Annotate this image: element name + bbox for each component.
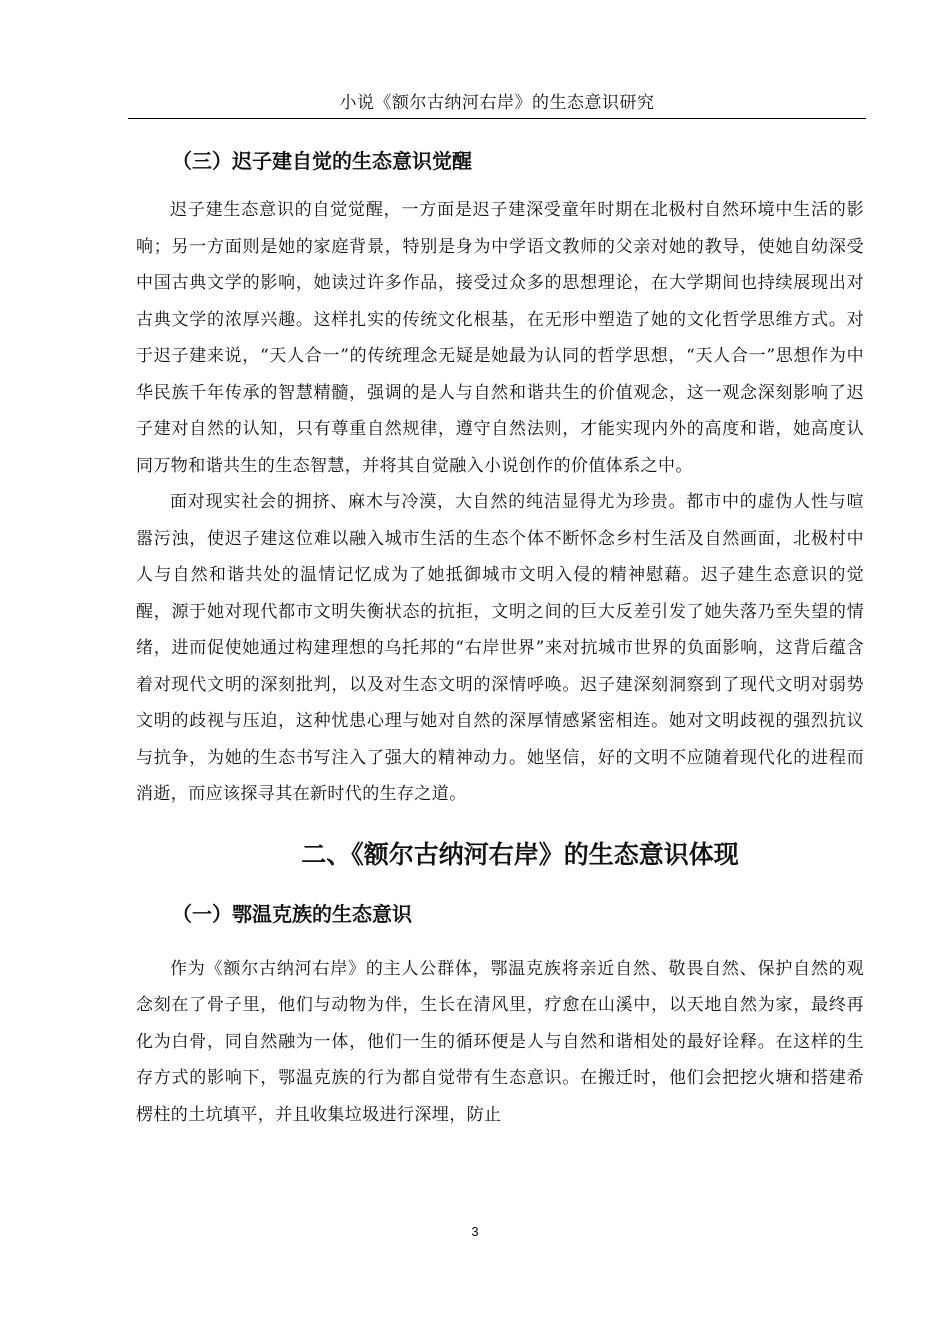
chapter-heading: 二、《额尔古纳河右岸》的生态意识体现 xyxy=(301,839,739,869)
running-header: 小说《额尔古纳河右岸》的生态意识研究 xyxy=(128,88,866,119)
section-heading-three: （三）迟子建自觉的生态意识觉醒 xyxy=(172,149,472,173)
page-number: 3 xyxy=(471,1224,479,1239)
body-paragraph: 迟子建生态意识的自觉觉醒，一方面是迟子建深受童年时期在北极村自然环境中生活的影响；另一方面则是她的家庭背景，特别是身为中学语文教师的父亲对她的教导，使她自幼深受中国古典文学的影响，她读过许多作品，接受过众多的思想理论，在大学期间也持续展现出对古典文学的浓厚兴趣。这样扎实的传统文化根基，在无形中塑造了她的文化哲学思维方式。对于迟子建来说，“天人合一”的传统理念无疑是她最为认同的哲学思想，“天人合一”思想作为中华民族千年传承的智慧精髓，强调的是人与自然和谐共生的价值观念，这一观念深刻影响了迟子建对自然的认知，只有尊重自然规律，遵守自然法则，才能实现内外的高度和谐，她高度认同万物和谐共生的生态智慧，并将其自觉融入小说创作的价值体系之中。 xyxy=(136,200,864,476)
body-paragraph: 面对现实社会的拥挤、麻木与冷漠，大自然的纯洁显得尤为珍贵。都市中的虚伪人性与喧嚣污浊，使迟子建这位难以融入城市生活的生态个体不断怀念乡村生活及自然画面，北极村中人与自然和谐共处的温情记忆成为了她抵御城市文明入侵的精神慰藉。迟子建生态意识的觉醒，源于她对现代都市文明失衡状态的抗拒，文明之间的巨大反差引发了她失落乃至失望的情绪，进而促使她通过构建理想的乌托邦的“右岸世界”来对抗城市世界的负面影响，这背后蕴含着对现代文明的深刻批判，以及对生态文明的深情呼唤。迟子建深刻洞察到了现代文明对弱势文明的歧视与压迫，这种忧患心理与她对自然的深厚情感紧密相连。她对文明歧视的强烈抗议与抗争，为她的生态书写注入了强大的精神动力。她坚信，好的文明不应随着现代化的进程而消逝，而应该探寻其在新时代的生存之道。 xyxy=(136,492,864,804)
body-paragraph: 作为《额尔古纳河右岸》的主人公群体，鄂温克族将亲近自然、敬畏自然、保护自然的观念刻在了骨子里，他们与动物为伴，生长在清风里，疗愈在山溪中，以天地自然为家，最终再化为白骨，同自然融为一体，他们一生的循环便是人与自然和谐相处的最好诠释。在这样的生存方式的影响下，鄂温克族的行为都自觉带有生态意识。在搬迁时，他们会把挖火塘和搭建希楞柱的土坑填平，并且收集垃圾进行深埋，防止 xyxy=(136,958,864,1125)
page-body xyxy=(136,138,864,1133)
section-heading-one: （一）鄂温克族的生态意识 xyxy=(172,901,412,926)
